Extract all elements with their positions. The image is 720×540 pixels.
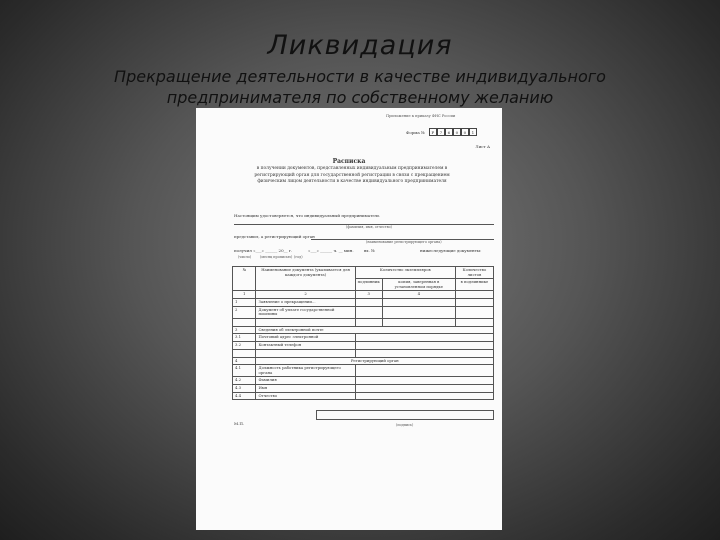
statement-line-3d: нижеследующие документы: — [420, 248, 482, 253]
table-row — [233, 357, 494, 365]
table-row — [233, 377, 494, 385]
row-name: Документ об уплате государственной пошлины — [256, 306, 355, 318]
documents-table — [232, 266, 494, 400]
row-name: Имя — [256, 384, 355, 392]
row-name: Регистрирующий орган — [256, 357, 494, 365]
slide-subtitle — [60, 66, 660, 108]
sheet-label: Лист А — [475, 144, 490, 149]
col-number: 2 — [256, 291, 355, 299]
table-row — [233, 384, 494, 392]
table-row — [233, 392, 494, 400]
row-name: Фамилия — [256, 377, 355, 385]
table-cell — [455, 306, 493, 318]
fill-hint: (наименование регистрирующего органа) — [366, 240, 442, 244]
table-cell — [355, 298, 382, 306]
subtitle-line-1: Прекращение деятельности в качестве индивидуального — [114, 67, 606, 86]
col-header-count: Количество экземпляров — [355, 267, 455, 279]
table-cell — [382, 306, 455, 318]
table-cell — [355, 365, 493, 377]
table-header-row — [233, 267, 494, 279]
col-number: 1 — [233, 291, 256, 299]
table-row — [233, 349, 494, 357]
table-column-numbers — [233, 291, 494, 299]
table-cell — [382, 318, 455, 326]
form-code-cells — [429, 128, 477, 136]
row-num: 4.3 — [233, 384, 256, 392]
row-name: Отчество — [256, 392, 355, 400]
form-code-cell: 1 — [469, 128, 477, 136]
receipt-title: Расписка — [332, 158, 366, 165]
form-document-image — [196, 108, 502, 530]
row-num: 3.2 — [233, 341, 256, 349]
row-name: Заявление о прекращении... — [256, 298, 355, 306]
col-header-name: Наименование документа (указывается для каждого документа) — [256, 267, 355, 291]
table-cell — [355, 349, 493, 357]
table-row — [233, 298, 494, 306]
table-row — [233, 318, 494, 326]
table-row — [233, 306, 494, 318]
table-row — [233, 326, 494, 334]
row-num — [233, 349, 256, 357]
row-num: 3.1 — [233, 334, 256, 342]
signature-hint: (подпись) — [396, 423, 414, 427]
row-name: Почтовый адрес электронной — [256, 334, 355, 342]
form-code-cell: 6 — [445, 128, 453, 136]
form-code-cell: 7 — [437, 128, 445, 136]
fill-hint: (месяц прописью) — [260, 255, 293, 259]
form-code-cell: 0 — [461, 128, 469, 136]
table-cell — [382, 298, 455, 306]
row-num: 3 — [233, 326, 256, 334]
form-label: Форма № — [406, 129, 425, 135]
table-row — [233, 341, 494, 349]
table-cell — [355, 392, 493, 400]
table-cell — [455, 298, 493, 306]
statement-line-1: Настоящим удостоверяется, что индивидуальный предприниматель — [234, 213, 380, 218]
col-number — [455, 291, 493, 299]
signature-box — [316, 410, 494, 420]
row-name: Контактный телефон — [256, 341, 355, 349]
row-num: 4 — [233, 357, 256, 365]
row-num: 4.1 — [233, 365, 256, 377]
statement-line-3c: вх. № — [364, 248, 375, 253]
table-row — [233, 365, 494, 377]
table-cell — [355, 318, 382, 326]
row-num — [233, 318, 256, 326]
col-header-original: подлинник — [355, 279, 382, 291]
stamp-place-label: М.П. — [234, 421, 245, 426]
row-name — [256, 349, 355, 357]
table-cell — [355, 334, 493, 342]
form-number — [406, 128, 477, 136]
form-code-cell: 0 — [453, 128, 461, 136]
col-header-orig-sheets: в подлиннике — [455, 279, 493, 291]
table-cell — [355, 377, 493, 385]
table-cell — [355, 306, 382, 318]
statement-line-3a: получил «___» ______ 20__ г. — [234, 248, 293, 253]
col-number: 3 — [355, 291, 382, 299]
row-num: 2 — [233, 306, 256, 318]
col-number: 4 — [382, 291, 455, 299]
table-cell — [355, 341, 493, 349]
row-num: 4.2 — [233, 377, 256, 385]
row-name — [256, 318, 355, 326]
statement-line-3b: «___» ______ ч. __ мин. — [308, 248, 354, 253]
form-code-cell: Р — [429, 128, 437, 136]
receipt-body: в получении документов, представленных индивидуальным предпринимателем в регистрирующий орган для государственной регистрации в связи с прекращением физическим лицом деятельности в качестве индивидуального предпринимателя — [254, 166, 450, 185]
table-row — [233, 334, 494, 342]
subtitle-line-2: предпринимателя по собственному желанию — [166, 88, 554, 107]
header-note: Приложение к приказу ФНС России — [386, 114, 456, 118]
slide-title: Ликвидация — [267, 30, 453, 61]
row-name: Сведения об электронной почте — [256, 326, 494, 334]
row-name: Должность работника регистрирующего органа — [256, 365, 355, 377]
table-cell — [455, 318, 493, 326]
statement-line-2: представил, а регистрирующий орган — [234, 234, 315, 239]
fill-hint: (год) — [294, 255, 303, 259]
row-num: 4.4 — [233, 392, 256, 400]
col-header-copy: копия, заверенная в установленном порядке — [382, 279, 455, 291]
table-cell — [355, 384, 493, 392]
row-num: 1 — [233, 298, 256, 306]
col-header-sheets: Количество листов — [455, 267, 493, 279]
fill-hint: (число) — [238, 255, 252, 259]
col-header-num: № — [233, 267, 256, 291]
fill-hint: (фамилия, имя, отчество) — [346, 225, 393, 229]
